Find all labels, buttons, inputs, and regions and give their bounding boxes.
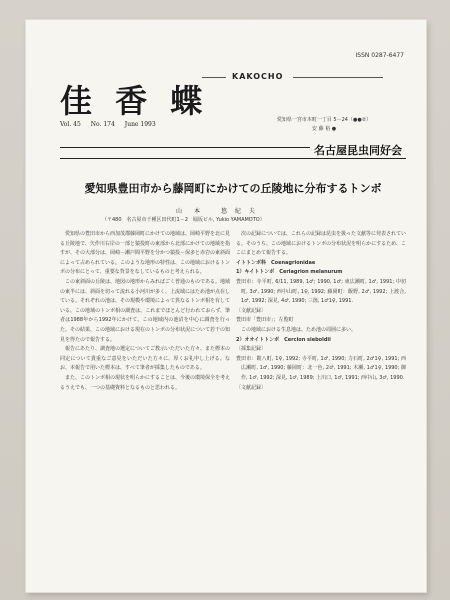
body-paragraph: 次の記録については、これらの記録は昆虫を扱った文献等に発表されている。そのうち、この地域におけるトンボの分布状況を明らかにするため、ここにまとめて報告する。 <box>236 231 406 257</box>
body-paragraph: この地域における生息地は、ため池の周囲に多い。 <box>241 326 357 333</box>
author-address: （〒480 名古屋市千種区田代町1－2 堀坂ビル, Yukio YAMAMOTO） <box>102 217 265 223</box>
species-heading: 1）キイトトンボ Ceriagrion melanurum <box>236 269 343 276</box>
issn: ISSN 0287-6477 <box>355 52 404 59</box>
body-paragraph: 報告にあたり、調査地の選定についてご教示いただいた方々、また標本の同定について貴重なご意見をいただいた方々に、厚くお礼申し上げる。なお、本報告で用いた標本は、すべて筆者が採集したものである。 <box>60 346 230 372</box>
journal-page <box>26 20 426 592</box>
body-column-right <box>236 230 406 393</box>
journal-title: 佳 香 蝶 <box>60 82 209 120</box>
species-heading: 2）オオイトトンボ Cercion sieboldii <box>236 336 331 343</box>
author-name: 山 本 悠 紀 夫 <box>176 208 258 215</box>
literature-heading: 〔文献記録〕 <box>236 307 267 314</box>
record-list: 豊田市：寺平町, 6/11, 1989, 1♂; 1990, 1♂; 東広瀬町, 1♂, 1991; 中切町, 3♂, 1990; 西中山町, 1♀, 1992; 藤岡町：飯野, 2♂, 1992; 上渡合, 1♂, 1992; 深見, 4♂, 1990; 三箇, 1♂1♀, 1991. <box>236 278 406 305</box>
volume: Vol. 45 <box>60 121 81 128</box>
collection-heading: 〔採集記録〕 <box>236 346 267 353</box>
record-list: 豊田市：勘八町, 1♀, 1992; 寺平町, 1♂, 1990; 力石町, 2♂1♀, 1991; 西広瀬町, 1♂, 1990; 藤岡町：北一色, 2♂, 1991; 木瀬, 1♂1♀, 1990; 御作, 1♂, 1992; 深見, 1♂, 1989; 上川口, 1♂, 1991; 西中山, 3♂, 1990. <box>236 355 406 381</box>
body-column-left <box>60 230 230 393</box>
article-title: 愛知県豊田市から藤岡町にかけての丘陵地に分布するトンボ <box>84 182 382 195</box>
society-name: 名古屋昆虫同好会 <box>310 142 406 158</box>
header-rule <box>60 144 406 159</box>
issue-date: June 1993 <box>124 121 156 128</box>
body-paragraph: この東斜面の丘陵は、地図の地形からみればごく普通のものである。地域の東半には、斜面を切って流れる小河川が多く、上流域にはため池が点在している。それぞれの池は、その規模や環境によって異なるトンボ相を有している。この地域のトンボ相の調査は、これまでほとんど行われておらず、筆者は1988年から1992年にかけて、この地域内の池沼を中心に調査を行った。その結果、この地域における現在のトンボの分布状況について若干の知見を得たので報告する。 <box>60 278 231 343</box>
issue-number: No. 174 <box>90 121 115 128</box>
publisher-address <box>244 116 404 134</box>
journal-logo-en: KAKOCHO <box>232 72 284 81</box>
body-paragraph: また、このトンボ相の現状を明らかにすることは、今後の環境保全を考えるうえでも、一つの基礎資料となるものと思われる。 <box>60 374 231 391</box>
literature-heading: 〔文献記録〕 <box>236 384 267 391</box>
body-paragraph: 愛知県の豊田市から西加茂郡藤岡町にかけての地域は、岡崎平野を北に見る丘陵地で、矢作川右岸の一部と猿投町の東部から北部にかけての地域を指すが、その大部分は、岡崎－瀬戸間平野を分かつ猿投－保多と赤岩の東斜面によって占められている。このような地形の特性は、この地域におけるトンボの分布にとって、重要な背景をなしているものと考えられる。 <box>60 231 231 276</box>
address-line-2: 安 藤 裕 ● <box>311 126 337 132</box>
literature-record: 豊田市「豊田市」；左覧町 <box>236 317 294 324</box>
address-line-1: 愛知県一宮市本町一丁目 5－24（●●②） <box>276 117 372 123</box>
volume-info <box>60 121 156 128</box>
family-heading: イトトンボ科 Coenagrionidae <box>236 259 316 266</box>
